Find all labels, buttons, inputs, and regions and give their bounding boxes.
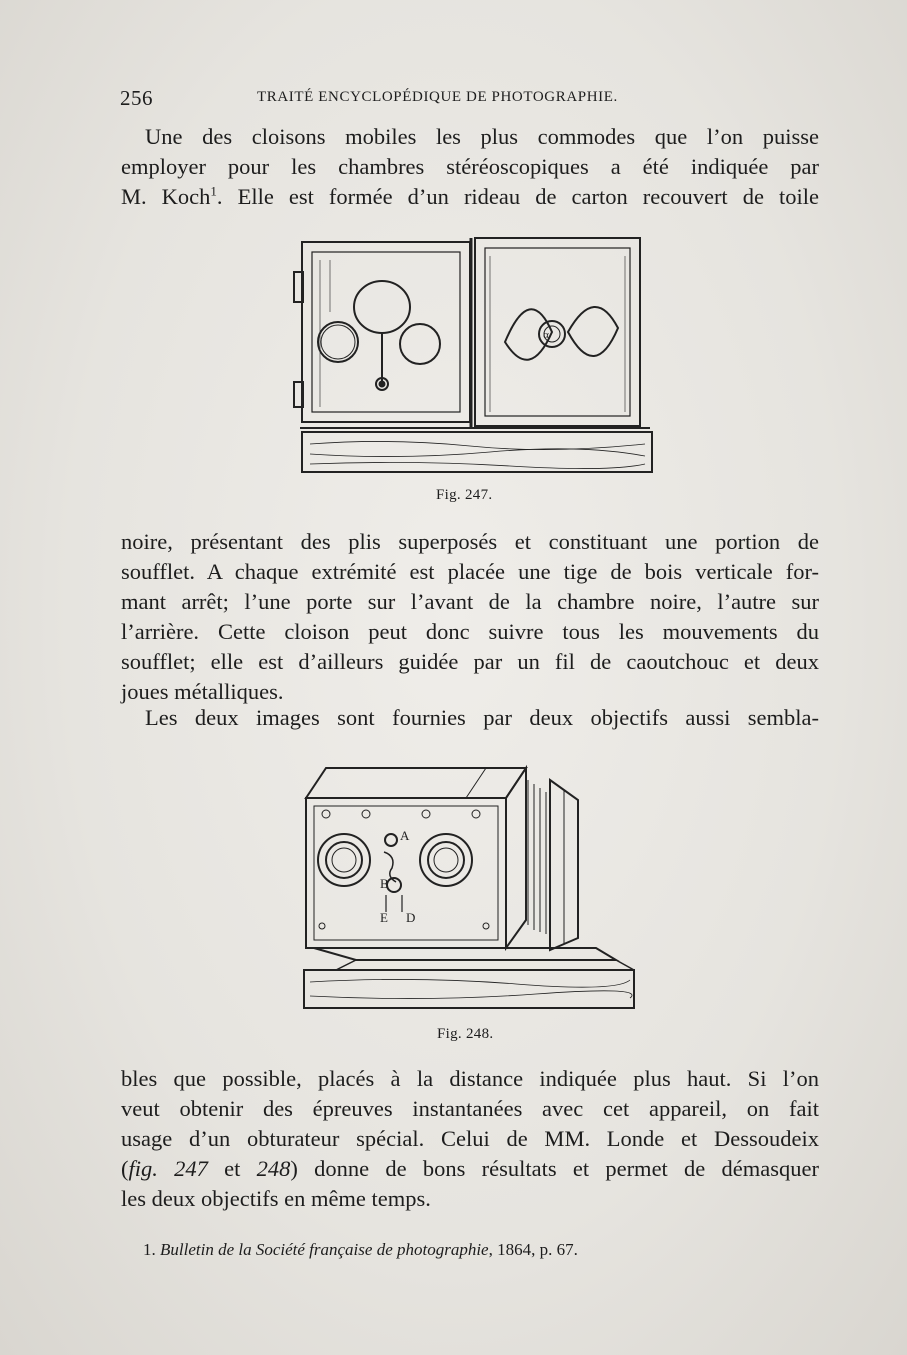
fig248-shutter-knob xyxy=(385,834,397,846)
fig248-label-a: A xyxy=(400,828,410,843)
p1-line-3b: . Elle est formée d’un rideau de carton recouvert de toile xyxy=(216,184,819,209)
fig248-label-d: D xyxy=(406,910,416,925)
fig247-right-blade xyxy=(568,307,618,356)
fig248-wooden-base xyxy=(304,970,634,1008)
fig247-left-lens-opening xyxy=(318,322,358,362)
footnote-number: 1. xyxy=(143,1240,156,1259)
p2-line-2: soufflet. A chaque extrémité est placée une tige de bois verticale for- xyxy=(121,559,819,584)
figure-248 xyxy=(296,760,646,1018)
p2-line-3: mant arrêt; l’une porte sur l’avant de la chambre noire, l’autre sur xyxy=(121,589,819,614)
p4-line-2: veut obtenir des épreuves instantanées avec cet appareil, on fait xyxy=(121,1096,819,1121)
fig247-wooden-base xyxy=(302,432,652,472)
fig-ref-247: fig. 247 xyxy=(128,1156,208,1181)
p1-line-3a: M. Koch xyxy=(121,184,211,209)
footnote xyxy=(143,1240,578,1260)
p4-line-4-open: ( xyxy=(121,1156,129,1181)
p2-line-4: l’arrière. Cette cloison peut donc suivre tous les mouvements du xyxy=(121,619,819,644)
footnote-mark: 1 xyxy=(210,183,217,199)
fig247-right-lens-opening xyxy=(400,324,440,364)
fig248-label-e: E xyxy=(380,910,388,925)
fig-ref-248: 248 xyxy=(256,1156,291,1181)
p2-line-5: soufflet; elle est d’ailleurs guidée par un fil de caoutchouc et deux xyxy=(121,649,819,674)
fig248-box-top xyxy=(306,768,526,798)
page-header xyxy=(120,86,820,112)
paragraph-1 xyxy=(121,122,819,212)
paragraph-4 xyxy=(121,1064,819,1214)
p2-line-1: noire, présentant des plis superposés et constituant une portion de xyxy=(121,529,819,554)
p4-line-4-rest: ) donne de bons résultats et permet de démasquer xyxy=(290,1156,819,1181)
page-number: 256 xyxy=(120,86,153,110)
p4-line-3: usage d’un obturateur spécial. Celui de MM. Londe et Dessoudeix xyxy=(121,1126,819,1151)
fig248-caption: Fig. 248. xyxy=(437,1026,494,1042)
p1-line-1: Une des cloisons mobiles les plus commodes que l’on puisse xyxy=(145,124,819,149)
p3-line-1: Les deux images sont fournies par deux objectifs aussi sembla- xyxy=(145,705,819,730)
fig247-upper-opening xyxy=(354,281,410,333)
fig248-front-panel xyxy=(306,798,506,948)
footnote-title: Bulletin de la Société française de photographie xyxy=(160,1240,489,1259)
figure-247 xyxy=(290,232,680,482)
fig247-caption: Fig. 247. xyxy=(436,487,493,503)
fig247-alpha-mark: α xyxy=(543,329,549,341)
p2-line-6: joues métalliques. xyxy=(121,679,284,704)
paragraph-2 xyxy=(121,527,819,707)
p4-line-5: les deux objectifs en même temps. xyxy=(121,1186,431,1211)
running-title: TRAITÉ ENCYCLOPÉDIQUE DE PHOTOGRAPHIE. xyxy=(257,89,618,105)
p4-line-1: bles que possible, placés à la distance indiquée plus haut. Si l’on xyxy=(121,1066,819,1091)
p1-line-2: employer pour les chambres stéréoscopiques a été indiquée par xyxy=(121,154,819,179)
footnote-rest: , 1864, p. 67. xyxy=(488,1240,578,1259)
paragraph-3 xyxy=(121,703,819,733)
fig248-label-b: B xyxy=(380,876,389,891)
p4-line-4-et: et xyxy=(207,1156,257,1181)
